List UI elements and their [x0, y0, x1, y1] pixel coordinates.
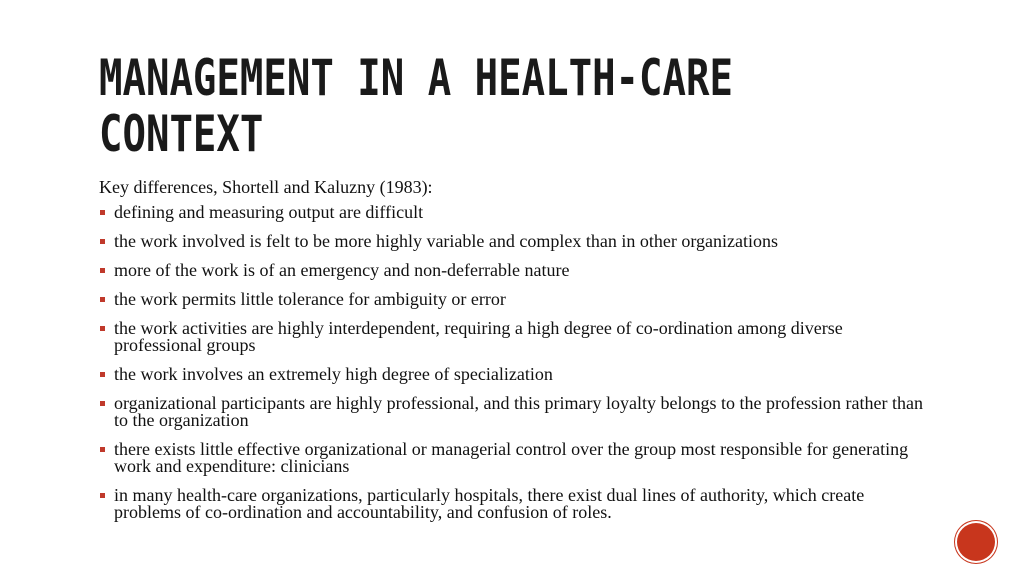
bullet-item — [99, 291, 929, 308]
square-bullet-icon — [100, 326, 105, 331]
bullet-text: more of the work is of an emergency and non-deferrable nature — [114, 260, 570, 280]
bullet-item — [99, 262, 929, 279]
slide-title — [99, 49, 733, 163]
bullet-item — [99, 233, 929, 250]
square-bullet-icon — [100, 239, 105, 244]
bullet-item — [99, 441, 929, 475]
slide-number-badge — [957, 523, 995, 561]
bullet-text: the work involved is felt to be more highly variable and complex than in other organizations — [114, 231, 778, 251]
square-bullet-icon — [100, 447, 105, 452]
slide-title-line-2: CONTEXT — [99, 105, 264, 163]
bullet-text: the work involves an extremely high degree of specialization — [114, 364, 553, 384]
bullet-text: there exists little effective organizational or managerial control over the group most responsible for generating work and expenditure: clinicians — [114, 439, 909, 476]
intro-text: Key differences, Shortell and Kaluzny (1983): — [99, 177, 433, 197]
bullet-text: the work permits little tolerance for ambiguity or error — [114, 289, 506, 309]
square-bullet-icon — [100, 210, 105, 215]
bullet-text: in many health-care organizations, particularly hospitals, there exist dual lines of authority, which create problems of co-ordination and accountability, and confusion of roles. — [114, 485, 865, 522]
bullet-item — [99, 487, 929, 521]
bullet-item — [99, 366, 929, 383]
square-bullet-icon — [100, 401, 105, 406]
bullet-item — [99, 320, 929, 354]
slide-title-line-1: MANAGEMENT IN A HEALTH-CARE — [99, 49, 733, 107]
square-bullet-icon — [100, 268, 105, 273]
bullet-item — [99, 395, 929, 429]
square-bullet-icon — [100, 493, 105, 498]
bullet-item — [99, 204, 929, 221]
bullet-list — [99, 204, 929, 533]
bullet-text: defining and measuring output are difficult — [114, 202, 424, 222]
bullet-text: the work activities are highly interdependent, requiring a high degree of co-ordination among diverse professional groups — [114, 318, 843, 355]
square-bullet-icon — [100, 297, 105, 302]
square-bullet-icon — [100, 372, 105, 377]
bullet-text: organizational participants are highly professional, and this primary loyalty belongs to the profession rather than to the organization — [114, 393, 923, 430]
